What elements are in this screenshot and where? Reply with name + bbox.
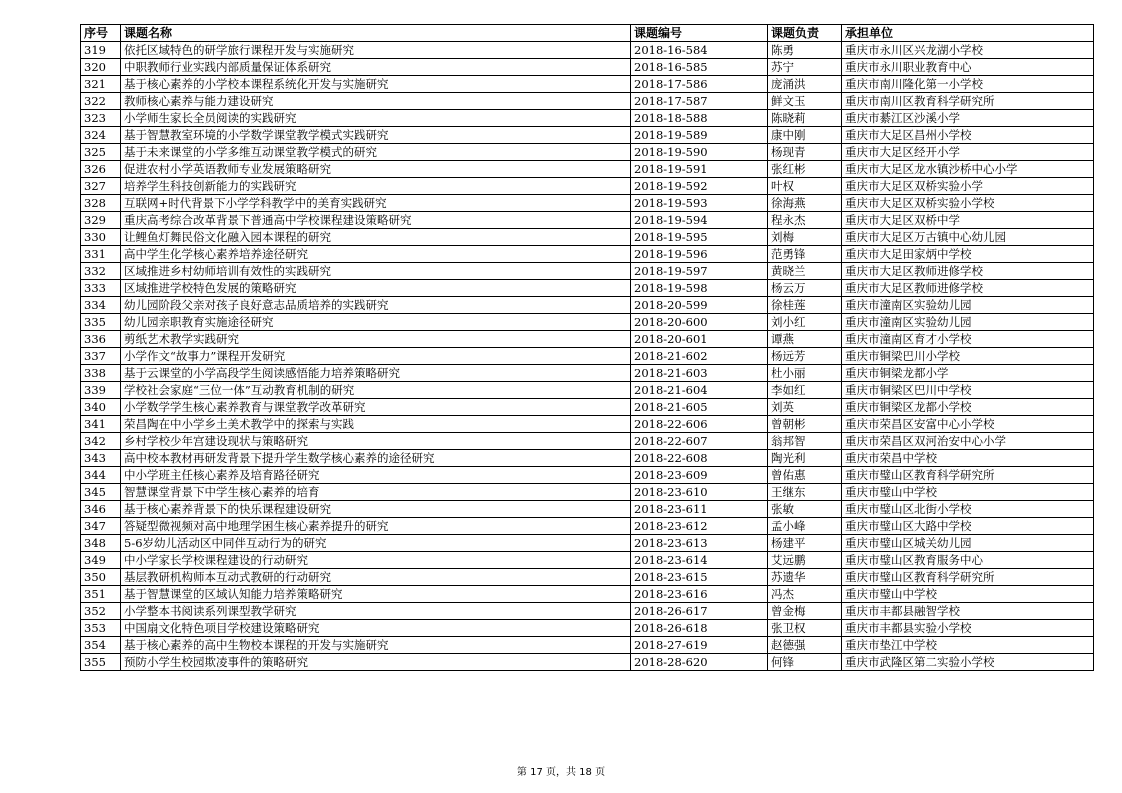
cell-seq: 320 xyxy=(81,59,121,76)
cell-seq: 335 xyxy=(81,314,121,331)
cell-seq: 353 xyxy=(81,620,121,637)
cell-title: 幼儿园亲职教育实施途径研究 xyxy=(121,314,631,331)
cell-unit: 重庆市璧山区教育服务中心 xyxy=(842,552,1094,569)
cell-unit: 重庆市大足区教师进修学校 xyxy=(842,263,1094,280)
cell-leader: 赵德强 xyxy=(768,637,842,654)
table-row xyxy=(81,535,1094,552)
cell-code: 2018-19-595 xyxy=(631,229,768,246)
cell-unit: 重庆市铜梁龙都小学 xyxy=(842,365,1094,382)
cell-unit: 重庆市大足区万古镇中心幼儿园 xyxy=(842,229,1094,246)
cell-code: 2018-27-619 xyxy=(631,637,768,654)
cell-leader: 曾朝彬 xyxy=(768,416,842,433)
cell-leader: 康中刚 xyxy=(768,127,842,144)
cell-unit: 重庆市璧山区教育科学研究所 xyxy=(842,569,1094,586)
cell-title: 基于核心素养背景下的快乐课程建设研究 xyxy=(121,501,631,518)
cell-leader: 徐海燕 xyxy=(768,195,842,212)
table-row xyxy=(81,212,1094,229)
cell-code: 2018-19-597 xyxy=(631,263,768,280)
cell-code: 2018-22-608 xyxy=(631,450,768,467)
table-row xyxy=(81,654,1094,671)
table-row xyxy=(81,297,1094,314)
cell-unit: 重庆市潼南区育才小学校 xyxy=(842,331,1094,348)
cell-unit: 重庆市垫江中学校 xyxy=(842,637,1094,654)
cell-unit: 重庆市铜梁区巴川中学校 xyxy=(842,382,1094,399)
cell-leader: 叶权 xyxy=(768,178,842,195)
cell-unit: 重庆市荣昌中学校 xyxy=(842,450,1094,467)
cell-title: 剪纸艺术教学实践研究 xyxy=(121,331,631,348)
header-title: 课题名称 xyxy=(121,25,631,42)
cell-code: 2018-23-613 xyxy=(631,535,768,552)
cell-title: 小学数学学生核心素养教育与课堂教学改革研究 xyxy=(121,399,631,416)
header-seq: 序号 xyxy=(81,25,121,42)
cell-title: 荣昌陶在中小学乡土美术教学中的探索与实践 xyxy=(121,416,631,433)
cell-code: 2018-23-611 xyxy=(631,501,768,518)
cell-code: 2018-22-607 xyxy=(631,433,768,450)
cell-unit: 重庆市南川区教育科学研究所 xyxy=(842,93,1094,110)
cell-code: 2018-19-589 xyxy=(631,127,768,144)
cell-code: 2018-16-584 xyxy=(631,42,768,59)
cell-code: 2018-19-591 xyxy=(631,161,768,178)
cell-leader: 孟小峰 xyxy=(768,518,842,535)
cell-seq: 339 xyxy=(81,382,121,399)
cell-code: 2018-23-610 xyxy=(631,484,768,501)
cell-unit: 重庆市大足区双桥实验小学校 xyxy=(842,195,1094,212)
cell-seq: 325 xyxy=(81,144,121,161)
cell-leader: 庞涌洪 xyxy=(768,76,842,93)
cell-seq: 341 xyxy=(81,416,121,433)
cell-title: 智慧课堂背景下中学生核心素养的培育 xyxy=(121,484,631,501)
cell-code: 2018-23-612 xyxy=(631,518,768,535)
table-row xyxy=(81,110,1094,127)
cell-seq: 342 xyxy=(81,433,121,450)
table-row xyxy=(81,484,1094,501)
cell-leader: 何锋 xyxy=(768,654,842,671)
cell-unit: 重庆市武隆区第二实验小学校 xyxy=(842,654,1094,671)
cell-unit: 重庆市潼南区实验幼儿园 xyxy=(842,314,1094,331)
cell-seq: 350 xyxy=(81,569,121,586)
cell-leader: 陈晓莉 xyxy=(768,110,842,127)
cell-title: 中职教师行业实践内部质量保证体系研究 xyxy=(121,59,631,76)
table-row xyxy=(81,263,1094,280)
cell-title: 让鲤鱼灯舞民俗文化融入园本课程的研究 xyxy=(121,229,631,246)
cell-leader: 苏宁 xyxy=(768,59,842,76)
header-code: 课题编号 xyxy=(631,25,768,42)
cell-title: 促进农村小学英语教师专业发展策略研究 xyxy=(121,161,631,178)
cell-title: 幼儿园阶段父亲对孩子良好意志品质培养的实践研究 xyxy=(121,297,631,314)
header-unit: 承担单位 xyxy=(842,25,1094,42)
cell-code: 2018-17-587 xyxy=(631,93,768,110)
cell-code: 2018-18-588 xyxy=(631,110,768,127)
cell-leader: 王继东 xyxy=(768,484,842,501)
cell-code: 2018-23-609 xyxy=(631,467,768,484)
table-row xyxy=(81,280,1094,297)
cell-title: 预防小学生校园欺凌事件的策略研究 xyxy=(121,654,631,671)
cell-title: 基于云课堂的小学高段学生阅读感悟能力培养策略研究 xyxy=(121,365,631,382)
cell-code: 2018-21-604 xyxy=(631,382,768,399)
cell-seq: 344 xyxy=(81,467,121,484)
cell-unit: 重庆市璧山区大路中学校 xyxy=(842,518,1094,535)
table-row xyxy=(81,314,1094,331)
cell-code: 2018-23-616 xyxy=(631,586,768,603)
cell-title: 5-6岁幼儿活动区中同伴互动行为的研究 xyxy=(121,535,631,552)
cell-code: 2018-19-598 xyxy=(631,280,768,297)
cell-code: 2018-19-592 xyxy=(631,178,768,195)
cell-leader: 谭燕 xyxy=(768,331,842,348)
cell-seq: 338 xyxy=(81,365,121,382)
cell-code: 2018-28-620 xyxy=(631,654,768,671)
cell-code: 2018-21-602 xyxy=(631,348,768,365)
cell-seq: 334 xyxy=(81,297,121,314)
cell-seq: 351 xyxy=(81,586,121,603)
cell-code: 2018-21-605 xyxy=(631,399,768,416)
cell-seq: 345 xyxy=(81,484,121,501)
cell-seq: 328 xyxy=(81,195,121,212)
cell-title: 互联网+时代背景下小学学科教学中的美育实践研究 xyxy=(121,195,631,212)
table-row xyxy=(81,603,1094,620)
cell-leader: 陈勇 xyxy=(768,42,842,59)
cell-leader: 陶光利 xyxy=(768,450,842,467)
table-row xyxy=(81,76,1094,93)
cell-leader: 张敏 xyxy=(768,501,842,518)
cell-code: 2018-19-596 xyxy=(631,246,768,263)
cell-seq: 321 xyxy=(81,76,121,93)
cell-seq: 354 xyxy=(81,637,121,654)
cell-unit: 重庆市铜梁巴川小学校 xyxy=(842,348,1094,365)
cell-title: 教师核心素养与能力建设研究 xyxy=(121,93,631,110)
table-row xyxy=(81,433,1094,450)
cell-unit: 重庆市潼南区实验幼儿园 xyxy=(842,297,1094,314)
cell-unit: 重庆市永川职业教育中心 xyxy=(842,59,1094,76)
cell-code: 2018-20-600 xyxy=(631,314,768,331)
cell-unit: 重庆市大足区双桥实验小学 xyxy=(842,178,1094,195)
cell-unit: 重庆市璧山区教育科学研究所 xyxy=(842,467,1094,484)
cell-title: 依托区域特色的研学旅行课程开发与实施研究 xyxy=(121,42,631,59)
cell-seq: 330 xyxy=(81,229,121,246)
cell-unit: 重庆市綦江区沙溪小学 xyxy=(842,110,1094,127)
table-row xyxy=(81,637,1094,654)
table-row xyxy=(81,501,1094,518)
cell-unit: 重庆市璧山中学校 xyxy=(842,484,1094,501)
table-row xyxy=(81,331,1094,348)
cell-unit: 重庆市璧山中学校 xyxy=(842,586,1094,603)
cell-title: 基于智慧教室环境的小学数学课堂教学模式实践研究 xyxy=(121,127,631,144)
table-row xyxy=(81,161,1094,178)
cell-title: 基层教研机构师本互动式教研的行动研究 xyxy=(121,569,631,586)
cell-unit: 重庆市永川区兴龙湖小学校 xyxy=(842,42,1094,59)
cell-title: 小学整本书阅读系列课型教学研究 xyxy=(121,603,631,620)
cell-unit: 重庆市南川隆化第一小学校 xyxy=(842,76,1094,93)
table-row xyxy=(81,229,1094,246)
cell-unit: 重庆市荣昌区双河治安中心小学 xyxy=(842,433,1094,450)
table-row xyxy=(81,246,1094,263)
cell-code: 2018-26-618 xyxy=(631,620,768,637)
table-row xyxy=(81,416,1094,433)
cell-unit: 重庆市大足区教师进修学校 xyxy=(842,280,1094,297)
cell-seq: 349 xyxy=(81,552,121,569)
cell-leader: 杜小丽 xyxy=(768,365,842,382)
cell-seq: 331 xyxy=(81,246,121,263)
cell-code: 2018-20-601 xyxy=(631,331,768,348)
cell-title: 区域推进学校特色发展的策略研究 xyxy=(121,280,631,297)
cell-leader: 刘英 xyxy=(768,399,842,416)
cell-seq: 332 xyxy=(81,263,121,280)
table-row xyxy=(81,620,1094,637)
table-row xyxy=(81,552,1094,569)
cell-seq: 340 xyxy=(81,399,121,416)
cell-leader: 苏遗华 xyxy=(768,569,842,586)
table-row xyxy=(81,382,1094,399)
table-row xyxy=(81,365,1094,382)
cell-title: 培养学生科技创新能力的实践研究 xyxy=(121,178,631,195)
cell-code: 2018-20-599 xyxy=(631,297,768,314)
cell-unit: 重庆市大足区龙水镇沙桥中心小学 xyxy=(842,161,1094,178)
cell-title: 中国扇文化特色项目学校建设策略研究 xyxy=(121,620,631,637)
cell-leader: 曾金梅 xyxy=(768,603,842,620)
cell-code: 2018-19-593 xyxy=(631,195,768,212)
project-table xyxy=(80,24,1094,671)
table-row xyxy=(81,450,1094,467)
table-row xyxy=(81,586,1094,603)
cell-title: 小学作文“故事力”课程开发研究 xyxy=(121,348,631,365)
table-row xyxy=(81,178,1094,195)
cell-code: 2018-21-603 xyxy=(631,365,768,382)
cell-leader: 冯杰 xyxy=(768,586,842,603)
cell-title: 答疑型微视频对高中地理学困生核心素养提升的研究 xyxy=(121,518,631,535)
cell-unit: 重庆市璧山区北街小学校 xyxy=(842,501,1094,518)
cell-leader: 张卫权 xyxy=(768,620,842,637)
cell-leader: 杨建平 xyxy=(768,535,842,552)
cell-leader: 徐桂莲 xyxy=(768,297,842,314)
table-row xyxy=(81,59,1094,76)
cell-code: 2018-23-615 xyxy=(631,569,768,586)
table-row xyxy=(81,127,1094,144)
table-row xyxy=(81,42,1094,59)
cell-code: 2018-16-585 xyxy=(631,59,768,76)
table-row xyxy=(81,467,1094,484)
cell-title: 中小学家长学校课程建设的行动研究 xyxy=(121,552,631,569)
table-row xyxy=(81,348,1094,365)
cell-leader: 艾远鹏 xyxy=(768,552,842,569)
cell-leader: 鲜文玉 xyxy=(768,93,842,110)
cell-leader: 杨现青 xyxy=(768,144,842,161)
cell-code: 2018-26-617 xyxy=(631,603,768,620)
table-row xyxy=(81,144,1094,161)
cell-title: 中小学班主任核心素养及培育路径研究 xyxy=(121,467,631,484)
cell-seq: 326 xyxy=(81,161,121,178)
cell-seq: 322 xyxy=(81,93,121,110)
cell-seq: 329 xyxy=(81,212,121,229)
cell-unit: 重庆市丰都县融智学校 xyxy=(842,603,1094,620)
cell-code: 2018-22-606 xyxy=(631,416,768,433)
cell-title: 区域推进乡村幼师培训有效性的实践研究 xyxy=(121,263,631,280)
cell-unit: 重庆市大足区经开小学 xyxy=(842,144,1094,161)
header-row xyxy=(81,25,1094,42)
cell-title: 乡村学校少年宫建设现状与策略研究 xyxy=(121,433,631,450)
cell-seq: 337 xyxy=(81,348,121,365)
page-footer: 第 17 页，共 18 页 xyxy=(516,767,606,778)
cell-title: 小学师生家长全员阅读的实践研究 xyxy=(121,110,631,127)
cell-title: 基于核心素养的高中生物校本课程的开发与实施研究 xyxy=(121,637,631,654)
cell-seq: 355 xyxy=(81,654,121,671)
cell-title: 基于未来课堂的小学多维互动课堂教学模式的研究 xyxy=(121,144,631,161)
cell-title: 高中校本教材再研发背景下提升学生数学核心素养的途径研究 xyxy=(121,450,631,467)
cell-leader: 程永杰 xyxy=(768,212,842,229)
cell-unit: 重庆市荣昌区安富中心小学校 xyxy=(842,416,1094,433)
cell-leader: 刘小红 xyxy=(768,314,842,331)
cell-seq: 347 xyxy=(81,518,121,535)
cell-leader: 张红彬 xyxy=(768,161,842,178)
cell-leader: 黄晓兰 xyxy=(768,263,842,280)
cell-leader: 曾佑惠 xyxy=(768,467,842,484)
table-row xyxy=(81,195,1094,212)
cell-seq: 323 xyxy=(81,110,121,127)
cell-code: 2018-19-594 xyxy=(631,212,768,229)
cell-seq: 348 xyxy=(81,535,121,552)
table-row xyxy=(81,569,1094,586)
cell-unit: 重庆市璧山区城关幼儿园 xyxy=(842,535,1094,552)
cell-seq: 336 xyxy=(81,331,121,348)
cell-unit: 重庆市大足区双桥中学 xyxy=(842,212,1094,229)
cell-leader: 杨远芳 xyxy=(768,348,842,365)
cell-unit: 重庆市大足区昌州小学校 xyxy=(842,127,1094,144)
cell-leader: 杨云万 xyxy=(768,280,842,297)
cell-code: 2018-19-590 xyxy=(631,144,768,161)
table-row xyxy=(81,518,1094,535)
header-leader: 课题负责 xyxy=(768,25,842,42)
cell-title: 高中学生化学核心素养培养途径研究 xyxy=(121,246,631,263)
cell-leader: 翁邦智 xyxy=(768,433,842,450)
cell-seq: 319 xyxy=(81,42,121,59)
table-row xyxy=(81,399,1094,416)
cell-title: 重庆高考综合改革背景下普通高中学校课程建设策略研究 xyxy=(121,212,631,229)
cell-seq: 346 xyxy=(81,501,121,518)
cell-leader: 李如红 xyxy=(768,382,842,399)
cell-leader: 范勇锋 xyxy=(768,246,842,263)
cell-seq: 327 xyxy=(81,178,121,195)
cell-seq: 343 xyxy=(81,450,121,467)
cell-leader: 刘梅 xyxy=(768,229,842,246)
cell-title: 学校社会家庭“三位一体”互动教育机制的研究 xyxy=(121,382,631,399)
cell-seq: 324 xyxy=(81,127,121,144)
cell-unit: 重庆市丰都县实验小学校 xyxy=(842,620,1094,637)
cell-unit: 重庆市铜梁区龙都小学校 xyxy=(842,399,1094,416)
cell-title: 基于核心素养的小学校本课程系统化开发与实施研究 xyxy=(121,76,631,93)
cell-title: 基于智慧课堂的区域认知能力培养策略研究 xyxy=(121,586,631,603)
cell-code: 2018-17-586 xyxy=(631,76,768,93)
cell-seq: 352 xyxy=(81,603,121,620)
cell-code: 2018-23-614 xyxy=(631,552,768,569)
cell-seq: 333 xyxy=(81,280,121,297)
cell-unit: 重庆市大足田家炳中学校 xyxy=(842,246,1094,263)
table-row xyxy=(81,93,1094,110)
